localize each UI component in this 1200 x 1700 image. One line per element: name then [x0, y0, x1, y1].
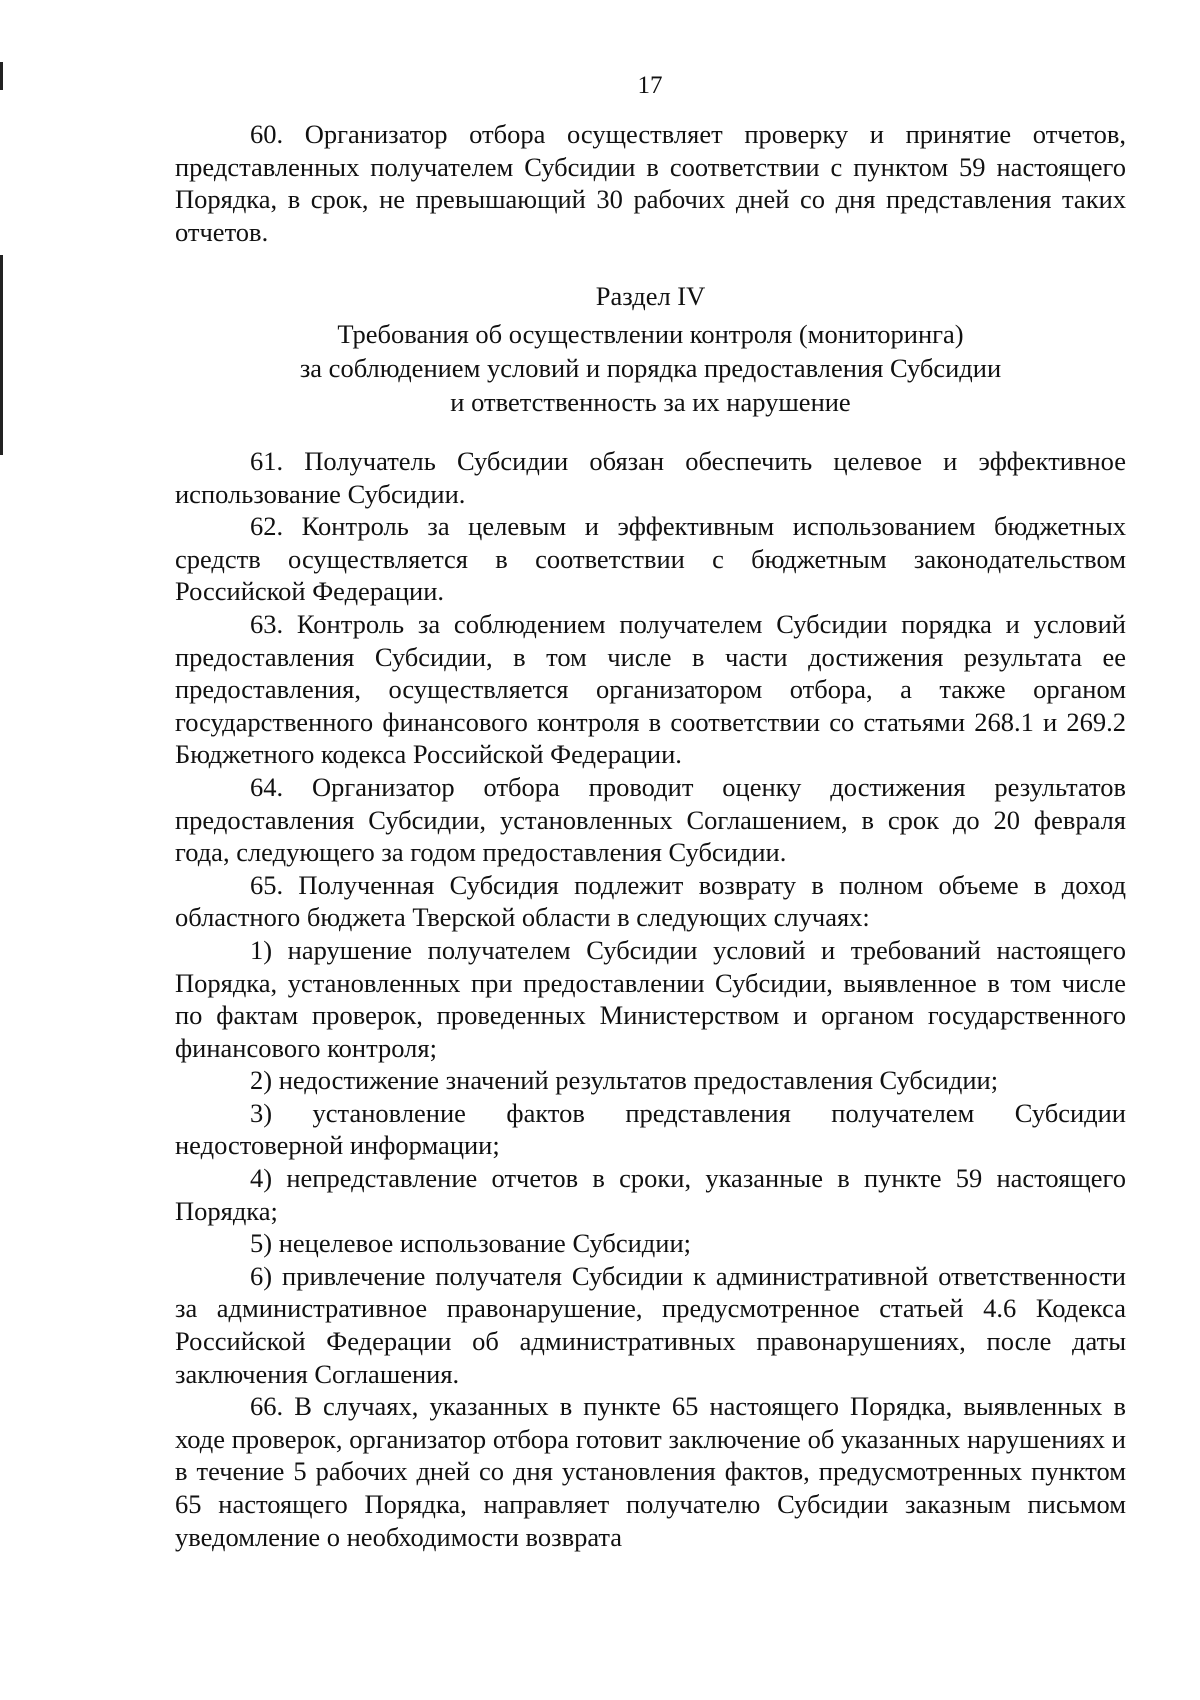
list-item-6: 6) привлечение получателя Субсидии к административной ответственности за административное правонарушение, предусмотренное статьей 4.6 Кодекса Российской Федерации об административных правонарушениях, после даты заключения Соглашения. [175, 1260, 1126, 1389]
paragraph-64: 64. Организатор отбора проводит оценку достижения результатов предоставления Субсидии, установленных Соглашением, в срок до 20 февраля года, следующего за годом предоставления Субсидии. [175, 771, 1126, 868]
list-item-1: 1) нарушение получателем Субсидии условий и требований настоящего Порядка, установленных при предоставлении Субсидии, выявленное в том числе по фактам проверок, проведенных Министерством и органом государственного финансового контроля; [175, 934, 1126, 1063]
section-heading-line: за соблюдением условий и порядка предоставления Субсидии [299, 353, 1002, 383]
paragraph-66: 66. В случаях, указанных в пункте 65 настоящего Порядка, выявленных в ходе проверок, организатор отбора готовит заключение об указанных нарушениях и в течение 5 рабочих дней со дня установления фактов, предусмотренных пунктом 65 настоящего Порядка, направляет получателю Субсидии заказным письмом уведомление о необходимости возврата [175, 1391, 1126, 1552]
paragraph-61: 61. Получатель Субсидии обязан обеспечить целевое и эффективное использование Субсидии. [175, 446, 1126, 509]
list-item-2: 2) недостижение значений результатов предоставления Субсидии; [250, 1065, 999, 1096]
section-heading [175, 279, 1126, 419]
list-item-5: 5) нецелевое использование Субсидии; [250, 1228, 691, 1259]
paragraph-60-block [175, 118, 1126, 248]
section-body [175, 445, 1126, 1553]
list-item-3: 3) установление фактов представления получателем Субсидии недостоверной информации; [175, 1097, 1126, 1161]
section-heading-line: и ответственность за их нарушение [450, 387, 851, 417]
paragraph-65: 65. Полученная Субсидия подлежит возврату в полном объеме в доход областного бюджета Тверской области в следующих случаях: [175, 869, 1126, 933]
paragraph-62: 62. Контроль за целевым и эффективным использованием бюджетных средств осуществляется в соответствии с бюджетным законодательством Российской Федерации. [175, 511, 1126, 607]
paragraph-60: 60. Организатор отбора осуществляет проверку и принятие отчетов, представленных получателем Субсидии в соответствии с пунктом 59 настоящего Порядка, в срок, не превышающий 30 рабочих дней со дня представления таких отчетов. [175, 119, 1126, 247]
page-number: 17 [637, 72, 663, 99]
scan-edge-mark [0, 255, 3, 455]
paragraph-63: 63. Контроль за соблюдением получателем Субсидии порядка и условий предоставления Субсидии, в том числе в части достижения результата ее предоставления, осуществляется организатором отбора, а также органом государственного финансового контроля в соответствии со статьями 268.1 и 269.2 Бюджетного кодекса Российской Федерации. [175, 608, 1126, 770]
list-item-4: 4) непредставление отчетов в сроки, указанные в пункте 59 настоящего Порядка; [175, 1163, 1126, 1226]
section-title: Раздел IV [595, 281, 706, 311]
section-heading-line: Требования об осуществлении контроля (мониторинга) [337, 319, 964, 349]
